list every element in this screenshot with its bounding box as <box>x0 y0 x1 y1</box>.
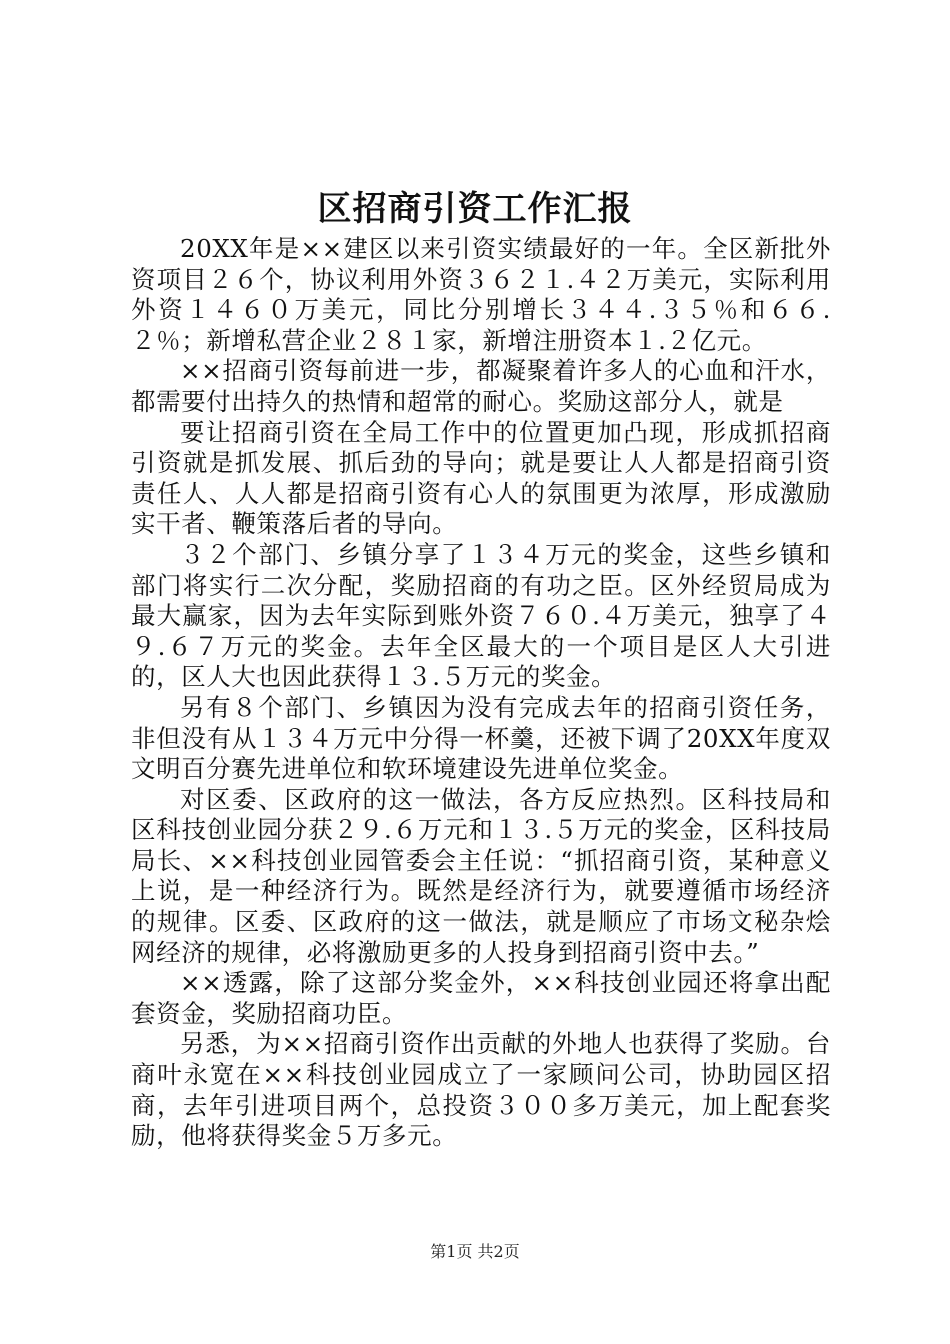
paragraph-8: 另悉，为××招商引资作出贡献的外地人也获得了奖励。台商叶永宽在××科技创业园成立了一家顾问公司，协助园区招商，去年引进项目两个，总投资３００多万美元，加上配套奖励，他将获得奖金５万多元。 <box>131 1029 831 1151</box>
paragraph-3: 要让招商引资在全局工作中的位置更加凸现，形成抓招商引资就是抓发展、抓后劲的导向；就是要让人人都是招商引资责任人、人人都是招商引资有心人的氛围更为浓厚，形成激励实干者、鞭策落后者的导向。 <box>131 417 831 539</box>
paragraph-1: 20XX年是××建区以来引资实绩最好的一年。全区新批外资项目２６个，协议利用外资３６２１.４２万美元，实际利用外资１４６０万美元，同比分别增长３４４.３５％和６６.２％；新增私营企业２８１家，新增注册资本１.２亿元。 <box>131 234 831 355</box>
document-body <box>131 234 831 1152</box>
paragraph-6: 对区委、区政府的这一做法，各方反应热烈。区科技局和区科技创业园分获２９.６万元和１３.５万元的奖金，区科技局局长、××科技创业园管委会主任说：“抓招商引资，某种意义上说，是一种经济行为。既然是经济行为，就要遵循市场经济的规律。区委、区政府的这一做法，就是顺应了市场文秘杂烩网经济的规律，必将激励更多的人投身到招商引资中去。” <box>131 784 831 967</box>
document-title: 区招商引资工作汇报 <box>317 189 633 229</box>
paragraph-7: ××透露，除了这部分奖金外，××科技创业园还将拿出配套资金，奖励招商功臣。 <box>131 968 831 1028</box>
page-footer: 第1页 共2页 <box>430 1242 520 1261</box>
paragraph-4: ３２个部门、乡镇分享了１３４万元的奖金，这些乡镇和部门将实行二次分配，奖励招商的有功之臣。区外经贸局成为最大赢家，因为去年实际到账外资７６０.４万美元，独享了４９.６７万元的奖金。去年全区最大的一个项目是区人大引进的，区人大也因此获得１３.５万元的奖金。 <box>131 539 831 692</box>
paragraph-2: ××招商引资每前进一步，都凝聚着许多人的心血和汗水，都需要付出持久的热情和超常的耐心。奖励这部分人，就是 <box>131 356 831 416</box>
paragraph-5: 另有８个部门、乡镇因为没有完成去年的招商引资任务，非但没有从１３４万元中分得一杯羹，还被下调了20XX年度双文明百分赛先进单位和软环境建设先进单位奖金。 <box>131 692 831 784</box>
